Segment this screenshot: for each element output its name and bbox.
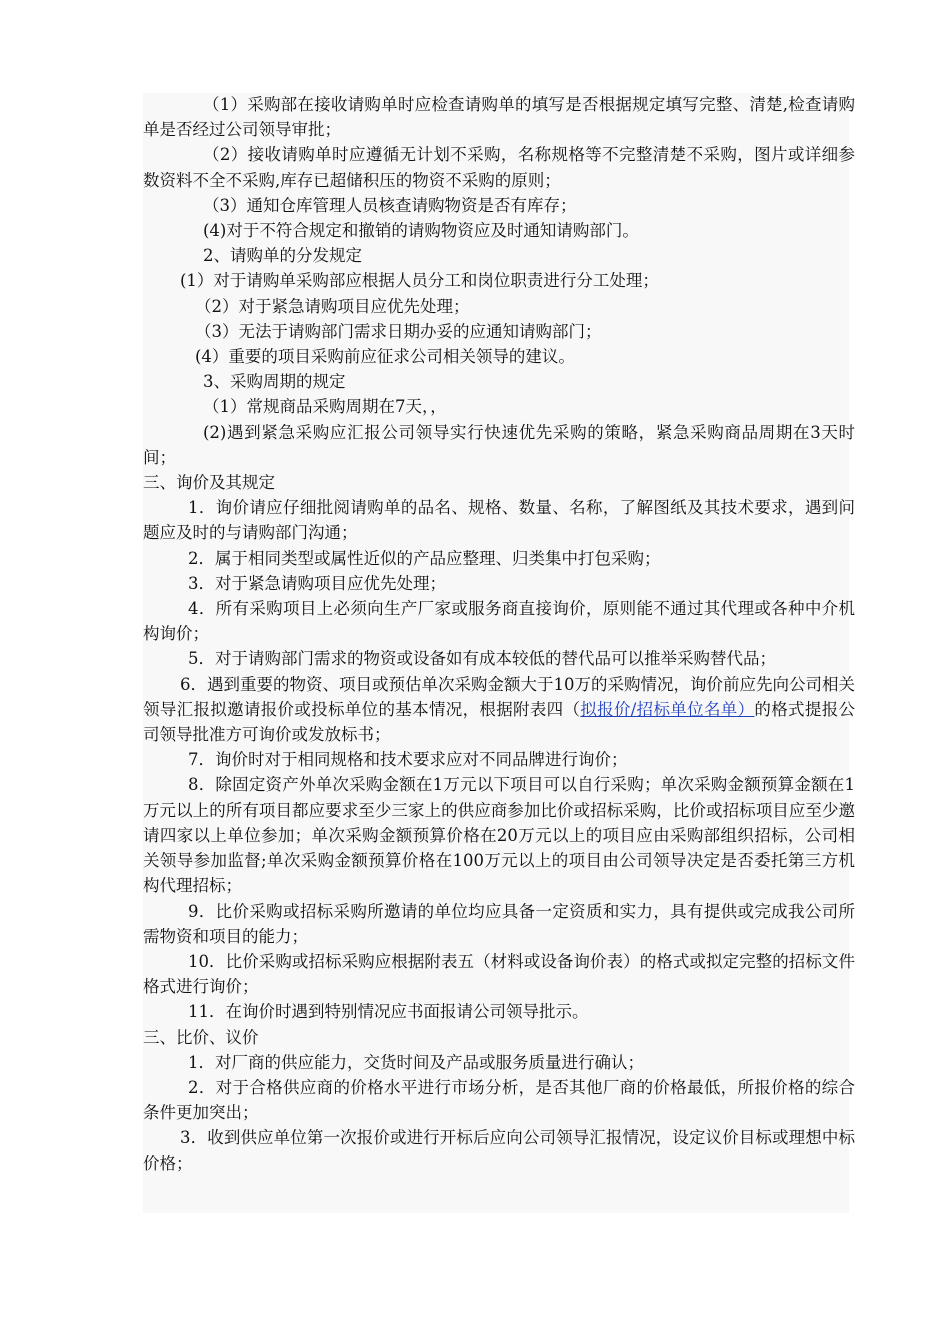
bidder-list-link[interactable]: 拟报价/招标单位名单）: [580, 699, 755, 719]
paragraph: （3）通知仓库管理人员核查请购物资是否有库存；: [203, 195, 577, 215]
paragraph: （1）常规商品采购周期在7天，，: [203, 397, 447, 417]
paragraph: (1）对于请购单采购部应根据人员分工和岗位职责进行分工处理；: [180, 271, 659, 291]
document-body: [143, 92, 855, 1176]
paragraph: [143, 672, 855, 748]
section-heading: 三、比价、议价: [143, 1027, 259, 1047]
paragraph: 9．比价采购或招标采购所邀请的单位均应具备一定资质和实力，具有提供或完成我公司所需物资和项目的能力；: [143, 901, 855, 946]
paragraph: 2．属于相同类型或属性近似的产品应整理、归类集中打包采购；: [188, 548, 661, 568]
paragraph: 3．对于紧急请购项目应优先处理；: [188, 573, 446, 593]
paragraph: (2)遇到紧急采购应汇报公司领导实行快速优先采购的策略，紧急采购商品周期在3天时间；: [143, 422, 855, 467]
paragraph: （3）无法于请购部门需求日期办妥的应通知请购部门；: [195, 321, 602, 341]
paragraph: 3．收到供应单位第一次报价或进行开标后应向公司领导汇报情况，设定议价目标或理想中标价格；: [143, 1128, 855, 1173]
section-heading: 3、采购周期的规定: [203, 372, 346, 392]
paragraph: 4．所有采购项目上必须向生产厂家或服务商直接询价，原则能不通过其代理或各种中介机构询价；: [143, 599, 855, 644]
paragraph: 5．对于请购部门需求的物资或设备如有成本较低的替代品可以推举采购替代品；: [188, 649, 776, 669]
paragraph: （1）采购部在接收请购单时应检查请购单的填写是否根据规定填写完整、清楚,检查请购单是否经过公司领导审批；: [143, 95, 855, 140]
paragraph: 1．对厂商的供应能力，交货时间及产品或服务质量进行确认；: [188, 1052, 644, 1072]
paragraph-text: 6．遇到重要的物资、项目或预估单次采购金额大于10万的采购情况，询价前应先向公司相关领导汇报拟邀请报价或投标单位的基本情况，根据附表四（: [143, 674, 855, 719]
paragraph: （2）接收请购单时应遵循无计划不采购，名称规格等不完整清楚不采购，图片或详细参数资料不全不采购,库存已超储积压的物资不采购的原则；: [143, 145, 855, 190]
paragraph: 7．询价时对于相同规格和技术要求应对不同品牌进行询价；: [188, 750, 628, 770]
paragraph: （2）对于紧急请购项目应优先处理；: [195, 296, 470, 316]
paragraph: (4）重要的项目采购前应征求公司相关领导的建议。: [195, 347, 575, 367]
paragraph: 1．询价请应仔细批阅请购单的品名、规格、数量、名称，了解图纸及其技术要求，遇到问题应及时的与请购部门沟通；: [143, 498, 855, 543]
paragraph: 2．对于合格供应商的价格水平进行市场分析，是否其他厂商的价格最低，所报价格的综合条件更加突出；: [143, 1077, 855, 1123]
paragraph: 8．除固定资产外单次采购金额在1万元以下项目可以自行采购；单次采购金额预算金额在1万元以上的所有项目都应要求至少三家上的供应商参加比价或招标采购，比价或招标项目应至少邀请四家以上单位参加；单次采购金额预算价格在20万元以上的项目应由采购部组织招标，公司相关领导参加监督;单次采购金额预算价格在100万元以上的项目由公司领导决定是否委托第三方机构代理招标；: [143, 775, 855, 896]
paragraph: (4)对于不符合规定和撤销的请购物资应及时通知请购部门。: [203, 221, 639, 241]
paragraph: 10．比价采购或招标采购应根据附表五（材料或设备询价表）的格式或拟定完整的招标文件格式进行询价；: [143, 951, 855, 997]
paragraph-text: 的格式提报公司领导批准方可询价或发放标书；: [143, 699, 856, 745]
section-heading: 三、询价及其规定: [143, 473, 275, 493]
section-heading: 2、请购单的分发规定: [203, 246, 362, 266]
paragraph: 11．在询价时遇到特别情况应书面报请公司领导批示。: [188, 1002, 589, 1022]
